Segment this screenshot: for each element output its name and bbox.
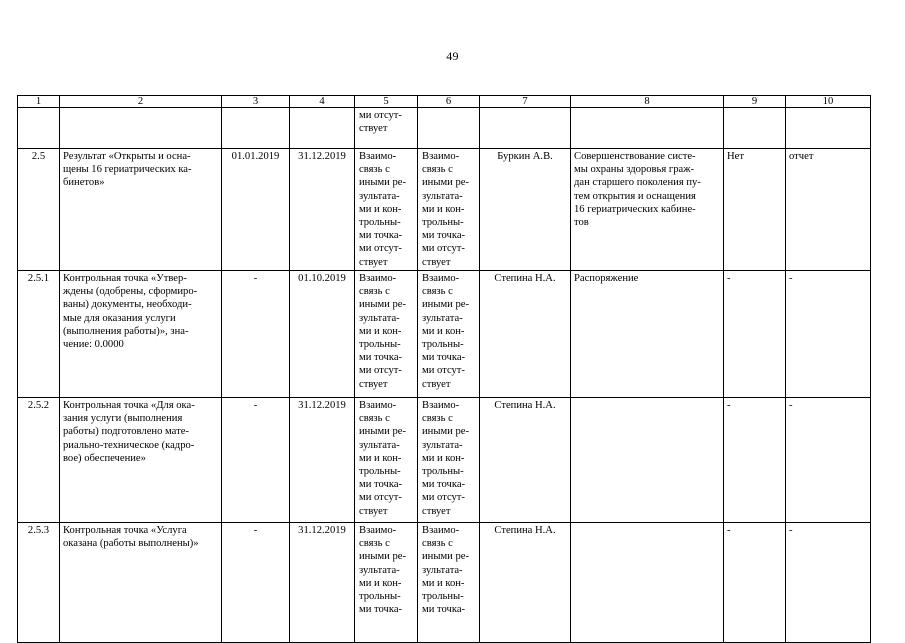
row-number: 2.5 <box>18 149 60 271</box>
col9-value: - <box>724 398 786 523</box>
dependency-cell: ми отсут- ствует <box>355 108 418 149</box>
row-number: 2.5.3 <box>18 523 60 643</box>
start-date: - <box>222 523 290 643</box>
col10-value: - <box>786 271 871 398</box>
responsible-person: Степина Н.А. <box>480 523 571 643</box>
end-date: 31.12.2019 <box>290 149 355 271</box>
column-number-header-row <box>18 96 871 108</box>
end-date: 01.10.2019 <box>290 271 355 398</box>
table-row <box>18 149 871 271</box>
result-description <box>571 398 724 523</box>
dependency-cell: Взаимо- связь с иными ре- зультатa- ми и кон- трольны- ми точка- ми отсут- ствует <box>418 398 480 523</box>
table-row-continuation <box>18 108 871 149</box>
column-number: 7 <box>480 96 571 108</box>
dependency-cell: Взаимо- связь с иными ре- зультата- ми и кон- трольны- ми точка- ми отсут- ствует <box>355 271 418 398</box>
column-number: 6 <box>418 96 480 108</box>
responsible-person: Степина Н.А. <box>480 398 571 523</box>
item-name: Результат «Открыты и осна- щены 16 гериатрических ка- бинетов» <box>60 149 222 271</box>
row-number: 2.5.1 <box>18 271 60 398</box>
table-row <box>18 271 871 398</box>
start-date: - <box>222 271 290 398</box>
start-date: 01.01.2019 <box>222 149 290 271</box>
item-name: Контрольная точка «Для ока- зания услуги (выполнения работы) подготовлено мате- риально-техническое (кадро- вое) обеспечение» <box>60 398 222 523</box>
col10-value: отчет <box>786 149 871 271</box>
result-description: Совершенствование систе- мы охраны здоровья граж- дан старшего поколения пу- тем открытия и оснащения 16 гериатрических кабине- тов <box>571 149 724 271</box>
col10-value: - <box>786 398 871 523</box>
plan-table <box>17 95 871 643</box>
col9-value: - <box>724 523 786 643</box>
result-description: Распоряжение <box>571 271 724 398</box>
responsible-person: Буркин А.В. <box>480 149 571 271</box>
table-row <box>18 523 871 643</box>
column-number: 1 <box>18 96 60 108</box>
end-date: 31.12.2019 <box>290 398 355 523</box>
column-number: 5 <box>355 96 418 108</box>
result-description <box>571 523 724 643</box>
column-number: 9 <box>724 96 786 108</box>
row-number: 2.5.2 <box>18 398 60 523</box>
column-number: 4 <box>290 96 355 108</box>
dependency-cell: Взаимо- связь с иными ре- зультата- ми и кон- трольны- ми точка- ми отсут- ствует <box>355 149 418 271</box>
column-number: 2 <box>60 96 222 108</box>
item-name: Контрольная точка «Услуга оказана (работы выполнены)» <box>60 523 222 643</box>
column-number: 10 <box>786 96 871 108</box>
dependency-cell: Взаимо- связь с иными ре- зультата- ми и кон- трольны- ми точка- <box>355 523 418 643</box>
dependency-cell: Взаимо- связь с иными ре- зультата- ми и кон- трольны- ми точка- ми отсут- ствует <box>355 398 418 523</box>
end-date: 31.12.2019 <box>290 523 355 643</box>
column-number: 3 <box>222 96 290 108</box>
col9-value: Нет <box>724 149 786 271</box>
dependency-cell: Взаимо- связь с иными ре- зультата- ми и кон- трольны- ми точка- ми отсут- ствует <box>418 271 480 398</box>
col9-value: - <box>724 271 786 398</box>
responsible-person: Степина Н.А. <box>480 271 571 398</box>
dependency-cell: Взаимо- связь с иными ре- зультатa- ми и кон- трольны- ми точка- <box>418 523 480 643</box>
column-number: 8 <box>571 96 724 108</box>
dependency-cell: Взаимо- связь с иными ре- зультата- ми и кон- трольны- ми точка- ми отсут- ствует <box>418 149 480 271</box>
item-name: Контрольная точка «Утвер- ждены (одобрены, сформиро- ваны) документы, необходи- мые для оказания услуги (выполнения работы)», зна- чение: 0.0000 <box>60 271 222 398</box>
col10-value: - <box>786 523 871 643</box>
page-number: 49 <box>446 49 459 63</box>
table-row <box>18 398 871 523</box>
start-date: - <box>222 398 290 523</box>
